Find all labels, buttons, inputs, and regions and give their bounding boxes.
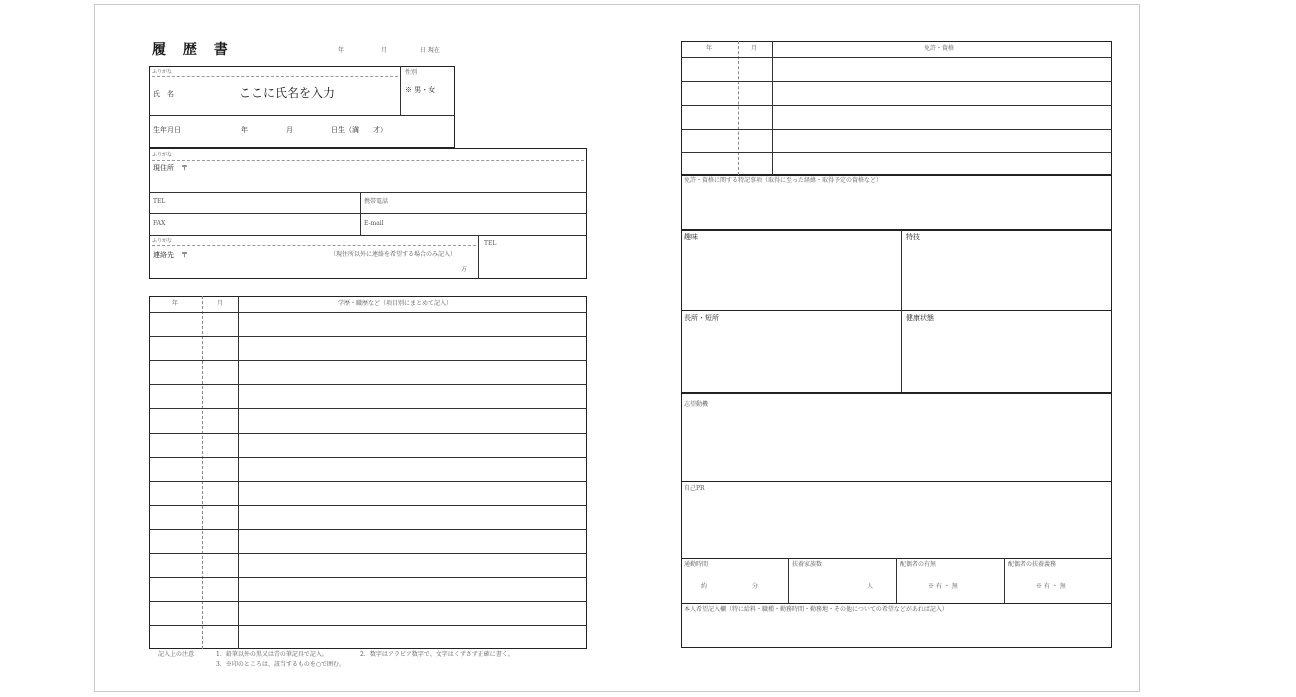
birth-day[interactable]: 日生（満 才）: [331, 126, 387, 134]
notes-label: 記入上の注意: [158, 651, 195, 658]
name-block: [149, 66, 455, 148]
history-row-line: [149, 457, 587, 458]
history-row-line: [149, 553, 587, 554]
address-furigana-label: ふりがな: [152, 152, 173, 158]
commute-approx[interactable]: 約: [701, 583, 708, 590]
contact-suffix: 方: [461, 266, 468, 273]
birth-divider: [149, 115, 455, 116]
skill-label[interactable]: 特技: [906, 233, 920, 241]
license-content-header: 免許・資格: [924, 45, 955, 52]
motive-box[interactable]: [681, 393, 1112, 482]
dependents-label: 扶養家族数: [792, 561, 823, 568]
history-year-header: 年: [172, 300, 179, 307]
history-row-line: [149, 577, 587, 578]
history-row-line: [149, 433, 587, 434]
license-year-divider: [738, 41, 739, 175]
commute-label: 通勤時間: [684, 561, 709, 568]
gender-label: 性別: [405, 69, 418, 76]
family-divider-1: [788, 558, 789, 604]
name-field[interactable]: ここに氏名を入力: [239, 86, 336, 100]
contact-tel-label[interactable]: TEL: [484, 240, 497, 247]
gender-divider: [400, 66, 401, 115]
license-year-header: 年: [706, 45, 713, 52]
hobby-skill-box: [681, 230, 1112, 311]
spouse-support-label: 配偶者の扶養義務: [1008, 561, 1057, 568]
contact-note: （現住所以外に連絡を希望する場合のみ記入）: [330, 251, 457, 258]
birth-month[interactable]: 月: [286, 126, 293, 134]
tel-row-top: [149, 192, 587, 193]
furigana-label: ふりがな: [152, 69, 173, 75]
name-label: 氏 名: [153, 90, 174, 98]
contact-furigana-label: ふりがな: [152, 238, 173, 244]
note-3: 3．※印のところは、該当するものを○で囲む。: [216, 661, 346, 668]
fax-row-top: [149, 213, 587, 214]
health-label[interactable]: 健康状態: [906, 314, 934, 322]
history-row-line: [149, 529, 587, 530]
history-row-line: [149, 505, 587, 506]
commute-min[interactable]: 分: [752, 583, 759, 590]
license-table: [681, 41, 1112, 175]
history-row-line: [149, 312, 587, 313]
license-row-line: [681, 57, 1112, 58]
license-row-line: [681, 105, 1112, 106]
tel-label[interactable]: TEL: [153, 198, 166, 205]
address-furigana-line: [152, 160, 584, 161]
note-2: 2．数字はアラビア数字で、文字はくずさず正確に書く。: [360, 651, 514, 658]
history-month-header: 月: [217, 300, 224, 307]
contact-tel-divider: [478, 235, 479, 279]
spouse-value[interactable]: ※ 有 ・ 無: [928, 583, 958, 590]
pr-box[interactable]: [681, 481, 1112, 559]
history-table: [149, 296, 587, 649]
date-month-label: 月: [381, 47, 388, 54]
birth-year[interactable]: 年: [241, 126, 248, 134]
history-row-line: [149, 481, 587, 482]
resume-title: 履 歴 書: [152, 42, 234, 58]
family-divider-2: [896, 558, 897, 604]
history-year-divider: [202, 296, 203, 649]
license-month-header: 月: [751, 45, 758, 52]
strength-label[interactable]: 長所・短所: [684, 314, 719, 322]
hobby-label[interactable]: 趣味: [684, 233, 698, 241]
history-row-line: [149, 408, 587, 409]
strength-health-box: [681, 310, 1112, 393]
family-divider-3: [1004, 558, 1005, 604]
history-row-line: [149, 360, 587, 361]
history-row-line: [149, 384, 587, 385]
contact-label[interactable]: 連絡先 〒: [153, 251, 188, 259]
contact-row-top: [149, 235, 587, 236]
address-label[interactable]: 現住所 〒: [153, 164, 188, 172]
license-month-divider: [772, 41, 773, 175]
history-row-line: [149, 625, 587, 626]
contact-furigana-line: [152, 245, 476, 246]
request-label: 本人希望記入欄（特に給料・職種・勤務時間・勤務地・その他についての希望などがあれば記入）: [684, 606, 948, 613]
motive-label: 志望動機: [684, 401, 709, 408]
license-row-line: [681, 152, 1112, 153]
history-row-line: [149, 601, 587, 602]
history-month-divider: [238, 296, 239, 649]
license-special-label: 免許・資格に関する特記事項（取得に至った経緯・取得予定の資格など）: [684, 177, 883, 184]
date-day-label: 日 現在: [420, 47, 440, 54]
history-row-line: [149, 336, 587, 337]
spouse-support-value[interactable]: ※ 有 ・ 無: [1036, 583, 1066, 590]
history-content-header: 学歴・職歴など（項目別にまとめて記入）: [338, 300, 453, 307]
fax-label[interactable]: FAX: [153, 220, 166, 227]
email-label[interactable]: E-mail: [364, 220, 384, 227]
mobile-label[interactable]: 携帯電話: [364, 198, 389, 205]
furigana-line: [152, 76, 398, 77]
dependents-unit[interactable]: 人: [867, 583, 874, 590]
license-row-line: [681, 81, 1112, 82]
birth-label: 生年月日: [153, 126, 181, 134]
spouse-label: 配偶者の有無: [900, 561, 937, 568]
date-year-label: 年: [338, 47, 345, 54]
pr-label: 自己PR: [684, 485, 705, 492]
note-1: 1．鉛筆以外の黒又は青の筆記具で記入。: [216, 651, 328, 658]
license-row-line: [681, 129, 1112, 130]
gender-field[interactable]: ※ 男・女: [405, 86, 436, 94]
